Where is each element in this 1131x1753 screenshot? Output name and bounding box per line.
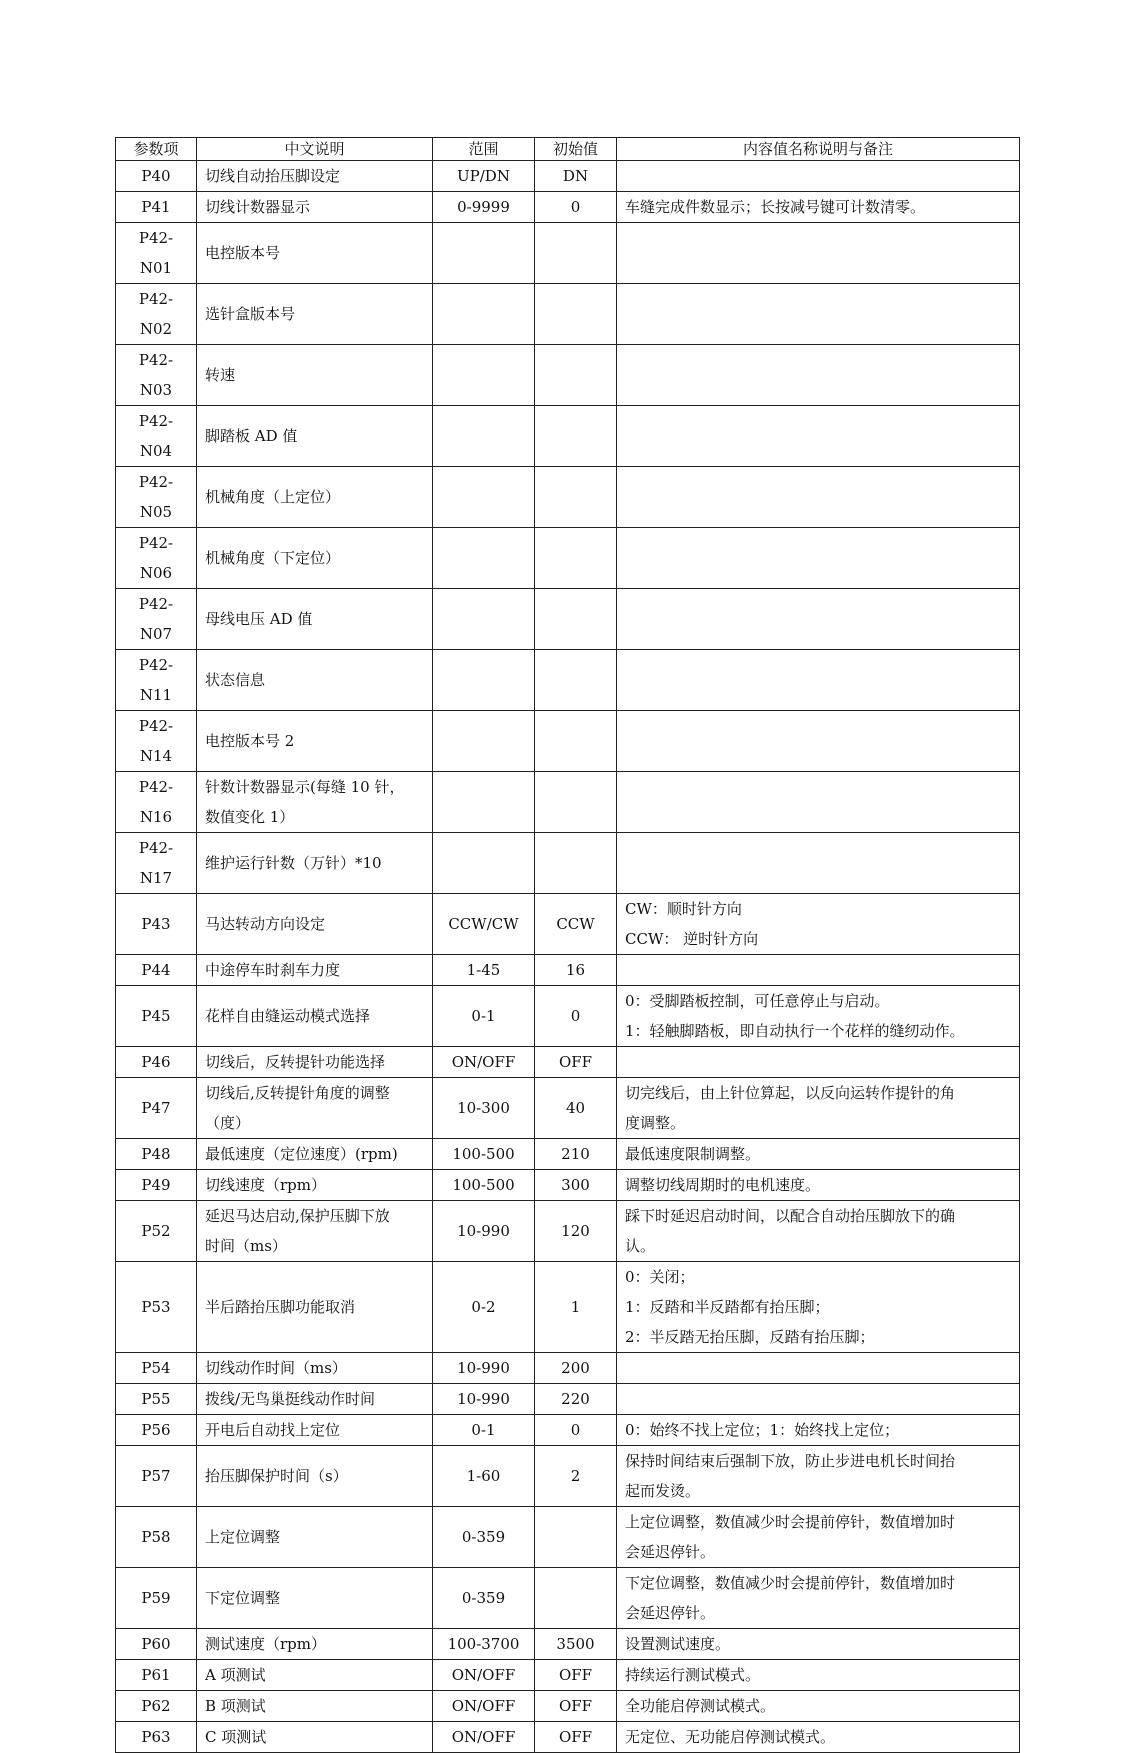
description-cell-line: 电控版本号 2 (205, 732, 295, 750)
notes-cell (617, 650, 1020, 711)
header-initial-value: 初始值 (535, 138, 617, 161)
notes-cell (617, 284, 1020, 345)
description-cell (197, 894, 433, 955)
table-row (116, 406, 1020, 467)
header-param-id: 参数项 (116, 138, 197, 161)
initial-value-cell: 40 (535, 1078, 617, 1139)
notes-cell (617, 528, 1020, 589)
notes-cell (617, 1507, 1020, 1568)
table-row (116, 345, 1020, 406)
notes-cell (617, 833, 1020, 894)
initial-value-cell: 1 (535, 1262, 617, 1353)
param-id-cell: P59 (116, 1568, 197, 1629)
description-cell (197, 1201, 433, 1262)
notes-cell-line: 全功能启停测试模式。 (625, 1697, 776, 1715)
notes-cell-line: 下定位调整，数值减少时会提前停针，数值增加时 (625, 1574, 956, 1592)
param-id-cell: P42-N02 (116, 284, 197, 345)
description-cell-line: 切线速度（rpm） (205, 1176, 326, 1194)
description-cell-line: 测试速度（rpm） (205, 1635, 326, 1653)
initial-value-cell (535, 284, 617, 345)
table-row (116, 1568, 1020, 1629)
initial-value-cell (535, 833, 617, 894)
description-cell-line: 针数计数器显示(每缝 10 针， (205, 778, 405, 796)
notes-cell (617, 772, 1020, 833)
description-cell-line: 开电后自动找上定位 (205, 1421, 341, 1439)
description-cell-line: C 项测试 (205, 1728, 267, 1746)
description-cell-line: 切线后,反转提针角度的调整 (205, 1084, 390, 1102)
range-cell (433, 589, 535, 650)
description-cell-line: 切线动作时间（ms） (205, 1359, 347, 1377)
table-row (116, 1629, 1020, 1660)
range-cell: ON/OFF (433, 1660, 535, 1691)
table-row (116, 1262, 1020, 1353)
description-cell (197, 589, 433, 650)
description-cell (197, 192, 433, 223)
notes-cell-line: 会延迟停针。 (625, 1604, 716, 1622)
initial-value-cell: OFF (535, 1047, 617, 1078)
description-cell (197, 1629, 433, 1660)
description-cell-line: 数值变化 1） (205, 808, 295, 826)
initial-value-cell (535, 1568, 617, 1629)
param-id-cell: P42-N11 (116, 650, 197, 711)
description-cell (197, 406, 433, 467)
notes-cell-line: CW：顺时针方向 (625, 900, 742, 918)
description-cell-line: 切线自动抬压脚设定 (205, 167, 341, 185)
notes-cell-line: 会延迟停针。 (625, 1543, 716, 1561)
range-cell (433, 467, 535, 528)
table-row (116, 1170, 1020, 1201)
range-cell (433, 772, 535, 833)
description-cell (197, 528, 433, 589)
notes-cell-line: 1：反踏和半反踏都有抬压脚； (625, 1298, 830, 1316)
table-body (116, 161, 1020, 1753)
initial-value-cell: OFF (535, 1691, 617, 1722)
description-cell-line: 半后踏抬压脚功能取消 (205, 1298, 356, 1316)
table-row (116, 467, 1020, 528)
description-cell (197, 161, 433, 192)
notes-cell-line: 度调整。 (625, 1114, 686, 1132)
table-row (116, 986, 1020, 1047)
range-cell: 10-990 (433, 1201, 535, 1262)
table-row (116, 1446, 1020, 1507)
initial-value-cell (535, 345, 617, 406)
initial-value-cell: 300 (535, 1170, 617, 1201)
param-id-cell: P44 (116, 955, 197, 986)
range-cell (433, 345, 535, 406)
table-row (116, 284, 1020, 345)
notes-cell (617, 1262, 1020, 1353)
table-row (116, 192, 1020, 223)
description-cell (197, 1262, 433, 1353)
description-cell-line: 电控版本号 (205, 244, 281, 262)
initial-value-cell: 0 (535, 986, 617, 1047)
table-row (116, 1047, 1020, 1078)
param-id-cell: P42-N01 (116, 223, 197, 284)
notes-cell (617, 711, 1020, 772)
range-cell (433, 833, 535, 894)
notes-cell (617, 1415, 1020, 1446)
notes-cell-line: 认。 (625, 1237, 656, 1255)
description-cell-line: 下定位调整 (205, 1589, 281, 1607)
table-row (116, 711, 1020, 772)
range-cell: 10-990 (433, 1384, 535, 1415)
range-cell: 10-990 (433, 1353, 535, 1384)
notes-cell-line: 最低速度限制调整。 (625, 1145, 761, 1163)
header-description: 中文说明 (197, 138, 433, 161)
description-cell-line: 转速 (205, 366, 236, 384)
param-id-cell: P42-N04 (116, 406, 197, 467)
notes-cell-line: 0：关闭； (625, 1268, 695, 1286)
header-range: 范围 (433, 138, 535, 161)
description-cell-line: 花样自由缝运动模式选择 (205, 1007, 371, 1025)
notes-cell-line: 0：始终不找上定位；1：始终找上定位； (625, 1421, 900, 1439)
range-cell (433, 223, 535, 284)
range-cell: 100-500 (433, 1170, 535, 1201)
param-id-cell: P58 (116, 1507, 197, 1568)
notes-cell-line: 无定位、无功能启停测试模式。 (625, 1728, 836, 1746)
description-cell-line: B 项测试 (205, 1697, 266, 1715)
description-cell (197, 467, 433, 528)
table-row (116, 1660, 1020, 1691)
param-id-cell: P55 (116, 1384, 197, 1415)
param-id-cell: P40 (116, 161, 197, 192)
description-cell (197, 1660, 433, 1691)
description-cell (197, 284, 433, 345)
notes-cell (617, 406, 1020, 467)
param-id-cell: P42-N16 (116, 772, 197, 833)
notes-cell (617, 1201, 1020, 1262)
description-cell-line: 时间（ms） (205, 1237, 287, 1255)
description-cell (197, 1384, 433, 1415)
param-id-cell: P45 (116, 986, 197, 1047)
description-cell-line: 状态信息 (205, 671, 266, 689)
table-row (116, 833, 1020, 894)
notes-cell (617, 345, 1020, 406)
initial-value-cell (535, 467, 617, 528)
initial-value-cell: 210 (535, 1139, 617, 1170)
description-cell (197, 1353, 433, 1384)
notes-cell-line: 车缝完成件数显示；长按减号键可计数清零。 (625, 198, 926, 216)
range-cell: 1-60 (433, 1446, 535, 1507)
description-cell (197, 1691, 433, 1722)
param-id-cell: P47 (116, 1078, 197, 1139)
table-row (116, 1139, 1020, 1170)
table-row (116, 894, 1020, 955)
range-cell: UP/DN (433, 161, 535, 192)
parameter-table (115, 137, 1020, 1753)
notes-cell-line: 0：受脚踏板控制，可任意停止与启动。 (625, 992, 890, 1010)
description-cell (197, 1047, 433, 1078)
initial-value-cell: 2 (535, 1446, 617, 1507)
description-cell (197, 223, 433, 284)
description-cell-line: 母线电压 AD 值 (205, 610, 313, 628)
initial-value-cell (535, 711, 617, 772)
table-row (116, 1353, 1020, 1384)
param-id-cell: P42-N06 (116, 528, 197, 589)
param-id-cell: P56 (116, 1415, 197, 1446)
range-cell: ON/OFF (433, 1722, 535, 1753)
range-cell (433, 284, 535, 345)
range-cell: ON/OFF (433, 1691, 535, 1722)
description-cell (197, 345, 433, 406)
param-id-cell: P54 (116, 1353, 197, 1384)
description-cell-line: 延迟马达启动,保护压脚下放 (205, 1207, 390, 1225)
notes-cell (617, 1078, 1020, 1139)
notes-cell (617, 223, 1020, 284)
description-cell (197, 955, 433, 986)
table-row (116, 1078, 1020, 1139)
notes-cell (617, 1722, 1020, 1753)
param-id-cell: P42-N14 (116, 711, 197, 772)
description-cell-line: 机械角度（下定位） (205, 549, 341, 567)
initial-value-cell: 220 (535, 1384, 617, 1415)
initial-value-cell (535, 528, 617, 589)
notes-cell-line: 设置测试速度。 (625, 1635, 731, 1653)
range-cell (433, 406, 535, 467)
param-id-cell: P60 (116, 1629, 197, 1660)
notes-cell (617, 986, 1020, 1047)
range-cell: 0-359 (433, 1568, 535, 1629)
description-cell-line: 切线后，反转提针功能选择 (205, 1053, 386, 1071)
table-header-row (116, 138, 1020, 161)
range-cell: 10-300 (433, 1078, 535, 1139)
table-row (116, 650, 1020, 711)
description-cell (197, 1446, 433, 1507)
param-id-cell: P52 (116, 1201, 197, 1262)
description-cell (197, 1170, 433, 1201)
param-id-cell: P48 (116, 1139, 197, 1170)
initial-value-cell: CCW (535, 894, 617, 955)
description-cell (197, 1415, 433, 1446)
initial-value-cell: DN (535, 161, 617, 192)
range-cell: CCW/CW (433, 894, 535, 955)
description-cell (197, 711, 433, 772)
notes-cell-line: 踩下时延迟启动时间，以配合自动抬压脚放下的确 (625, 1207, 956, 1225)
notes-cell-line: 起而发烫。 (625, 1482, 701, 1500)
notes-cell (617, 1384, 1020, 1415)
range-cell (433, 711, 535, 772)
description-cell (197, 772, 433, 833)
notes-cell (617, 1691, 1020, 1722)
param-id-cell: P61 (116, 1660, 197, 1691)
notes-cell (617, 894, 1020, 955)
table-row (116, 772, 1020, 833)
notes-cell (617, 1629, 1020, 1660)
description-cell-line: 马达转动方向设定 (205, 915, 326, 933)
table-row (116, 1691, 1020, 1722)
param-id-cell: P41 (116, 192, 197, 223)
notes-cell (617, 589, 1020, 650)
param-id-cell: P49 (116, 1170, 197, 1201)
table-row (116, 161, 1020, 192)
notes-cell-line: 持续运行测试模式。 (625, 1666, 761, 1684)
notes-cell (617, 1170, 1020, 1201)
notes-cell-line: 上定位调整，数值减少时会提前停针，数值增加时 (625, 1513, 956, 1531)
notes-cell-line: 1：轻触脚踏板，即自动执行一个花样的缝纫动作。 (625, 1022, 965, 1040)
table-row (116, 223, 1020, 284)
initial-value-cell: 3500 (535, 1629, 617, 1660)
notes-cell (617, 1139, 1020, 1170)
notes-cell (617, 1568, 1020, 1629)
param-id-cell: P42-N17 (116, 833, 197, 894)
param-id-cell: P63 (116, 1722, 197, 1753)
range-cell: 100-500 (433, 1139, 535, 1170)
param-id-cell: P43 (116, 894, 197, 955)
description-cell (197, 650, 433, 711)
range-cell: 0-1 (433, 1415, 535, 1446)
param-id-cell: P57 (116, 1446, 197, 1507)
header-notes: 内容值名称说明与备注 (617, 138, 1020, 161)
notes-cell (617, 955, 1020, 986)
initial-value-cell (535, 772, 617, 833)
range-cell: 0-9999 (433, 192, 535, 223)
table-row (116, 1201, 1020, 1262)
initial-value-cell: 0 (535, 192, 617, 223)
table-row (116, 1722, 1020, 1753)
notes-cell (617, 1660, 1020, 1691)
range-cell: 0-2 (433, 1262, 535, 1353)
param-id-cell: P53 (116, 1262, 197, 1353)
notes-cell (617, 161, 1020, 192)
param-id-cell: P42-N05 (116, 467, 197, 528)
description-cell-line: 中途停车时刹车力度 (205, 961, 341, 979)
range-cell: ON/OFF (433, 1047, 535, 1078)
notes-cell-line: 调整切线周期时的电机速度。 (625, 1176, 821, 1194)
range-cell (433, 528, 535, 589)
notes-cell-line: 保持时间结束后强制下放，防止步进电机长时间抬 (625, 1452, 956, 1470)
initial-value-cell: 0 (535, 1415, 617, 1446)
initial-value-cell: 200 (535, 1353, 617, 1384)
initial-value-cell (535, 650, 617, 711)
notes-cell-line: 2：半反踏无抬压脚，反踏有抬压脚； (625, 1328, 875, 1346)
range-cell: 0-1 (433, 986, 535, 1047)
initial-value-cell: OFF (535, 1722, 617, 1753)
range-cell: 0-359 (433, 1507, 535, 1568)
range-cell (433, 650, 535, 711)
initial-value-cell (535, 589, 617, 650)
notes-cell (617, 192, 1020, 223)
table-row (116, 528, 1020, 589)
description-cell (197, 1507, 433, 1568)
description-cell-line: 维护运行针数（万针）*10 (205, 854, 382, 872)
param-id-cell: P42-N03 (116, 345, 197, 406)
description-cell-line: 抬压脚保护时间（s） (205, 1467, 348, 1485)
notes-cell-line: 切完线后，由上针位算起，以反向运转作提针的角 (625, 1084, 956, 1102)
description-cell-line: 上定位调整 (205, 1528, 281, 1546)
description-cell-line: 最低速度（定位速度）(rpm) (205, 1145, 398, 1163)
description-cell (197, 833, 433, 894)
description-cell-line: 脚踏板 AD 值 (205, 427, 298, 445)
initial-value-cell: 16 (535, 955, 617, 986)
description-cell (197, 1139, 433, 1170)
initial-value-cell: 120 (535, 1201, 617, 1262)
notes-cell (617, 467, 1020, 528)
description-cell (197, 1568, 433, 1629)
description-cell (197, 986, 433, 1047)
description-cell-line: 切线计数器显示 (205, 198, 311, 216)
table-row (116, 955, 1020, 986)
table-row (116, 1384, 1020, 1415)
param-id-cell: P46 (116, 1047, 197, 1078)
description-cell (197, 1078, 433, 1139)
initial-value-cell (535, 223, 617, 284)
notes-cell-line: CCW： 逆时针方向 (625, 930, 759, 948)
range-cell: 100-3700 (433, 1629, 535, 1660)
range-cell: 1-45 (433, 955, 535, 986)
initial-value-cell (535, 1507, 617, 1568)
description-cell (197, 1722, 433, 1753)
table-row (116, 589, 1020, 650)
description-cell-line: （度） (205, 1114, 251, 1132)
notes-cell (617, 1446, 1020, 1507)
param-id-cell: P42-N07 (116, 589, 197, 650)
param-id-cell: P62 (116, 1691, 197, 1722)
table-row (116, 1415, 1020, 1446)
initial-value-cell: OFF (535, 1660, 617, 1691)
initial-value-cell (535, 406, 617, 467)
notes-cell (617, 1047, 1020, 1078)
description-cell-line: A 项测试 (205, 1666, 266, 1684)
description-cell-line: 拨线/无鸟巢挺线动作时间 (205, 1390, 376, 1408)
description-cell-line: 机械角度（上定位） (205, 488, 341, 506)
notes-cell (617, 1353, 1020, 1384)
description-cell-line: 选针盒版本号 (205, 305, 296, 323)
table-row (116, 1507, 1020, 1568)
